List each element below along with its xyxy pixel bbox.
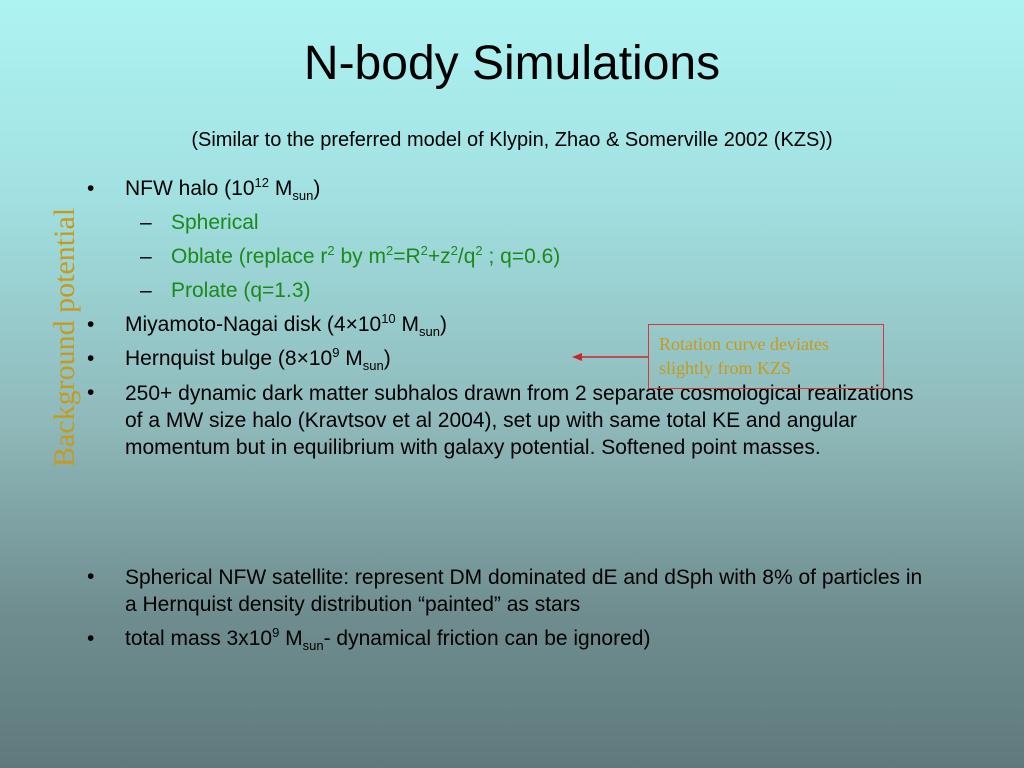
bullet-marker: • <box>87 627 95 650</box>
miyamoto-subscript: sun <box>419 324 440 339</box>
bullet-marker: • <box>87 177 95 200</box>
mass-symbol: M <box>279 627 303 650</box>
callout-arrow-icon <box>570 350 650 364</box>
oblate-exp: 2 <box>475 243 483 258</box>
miyamoto-close: ) <box>439 313 447 336</box>
side-label: Background potential <box>48 207 81 467</box>
miyamoto-exponent: 10 <box>381 311 396 326</box>
callout-box <box>648 324 884 389</box>
dash-marker: – <box>140 211 152 234</box>
bullet-marker: • <box>87 565 95 588</box>
hernquist-exponent: 9 <box>332 345 340 360</box>
mass-exponent: 9 <box>272 625 280 640</box>
mass-subscript: sun <box>302 638 324 653</box>
oblate-exp: 2 <box>450 243 458 258</box>
nfw-mass-symbol: M <box>269 177 293 200</box>
bullet-marker: • <box>87 347 95 370</box>
nfw-close: ) <box>313 177 321 200</box>
slide-title: N-body Simulations <box>303 37 721 90</box>
callout-line-2: slightly from KZS <box>659 358 792 378</box>
oblate-exp: 2 <box>420 243 428 258</box>
hernquist-mass-symbol: M <box>339 347 363 370</box>
callout-line-1: Rotation curve deviates <box>659 334 829 354</box>
oblate-part: ; q=0.6) <box>482 245 561 268</box>
nfw-subscript: sun <box>292 188 314 203</box>
dash-marker: – <box>140 245 152 268</box>
mass-text: total mass 3x10 <box>125 627 273 650</box>
oblate-part: /q <box>457 245 476 268</box>
nfw-exponent: 12 <box>254 175 270 190</box>
hernquist-close: ) <box>383 347 391 370</box>
satellite-text: Spherical NFW satellite: represent DM dominated dE and dSph with 8% of particles in a Hernquist density distribution “painted” as stars <box>125 566 923 616</box>
hernquist-subscript: sun <box>362 358 384 373</box>
spherical-text: Spherical <box>171 211 259 234</box>
oblate-part: by m <box>334 245 386 268</box>
prolate-text: Prolate (q=1.3) <box>171 279 311 302</box>
bullet-marker: • <box>87 381 95 404</box>
mass-close: - dynamical friction can be ignored) <box>323 627 651 650</box>
oblate-text <box>171 244 560 270</box>
nfw-text: NFW halo (10 <box>125 177 255 200</box>
oblate-part: Oblate (replace r <box>171 245 328 268</box>
miyamoto-text: Miyamoto-Nagai disk (4×10 <box>125 313 382 336</box>
miyamoto-mass-symbol: M <box>395 313 419 336</box>
subhalos-text: 250+ dynamic dark matter subhalos drawn from 2 separate cosmological realizations of a MW size halo (Kravtsov et al 2004), set up with same total KE and angular momentum but in equilibrium with galaxy potential. Softened point masses. <box>125 382 914 459</box>
slide-subtitle: (Similar to the preferred model of Klypin, Zhao & Somerville 2002 (KZS)) <box>191 129 833 151</box>
dash-marker: – <box>140 279 152 302</box>
oblate-exp: 2 <box>385 243 394 258</box>
oblate-exp: 2 <box>327 243 335 258</box>
oblate-part: =R <box>393 245 421 268</box>
hernquist-text: Hernquist bulge (8×10 <box>125 347 333 370</box>
bullet-marker: • <box>87 313 95 336</box>
oblate-part: +z <box>427 245 451 268</box>
